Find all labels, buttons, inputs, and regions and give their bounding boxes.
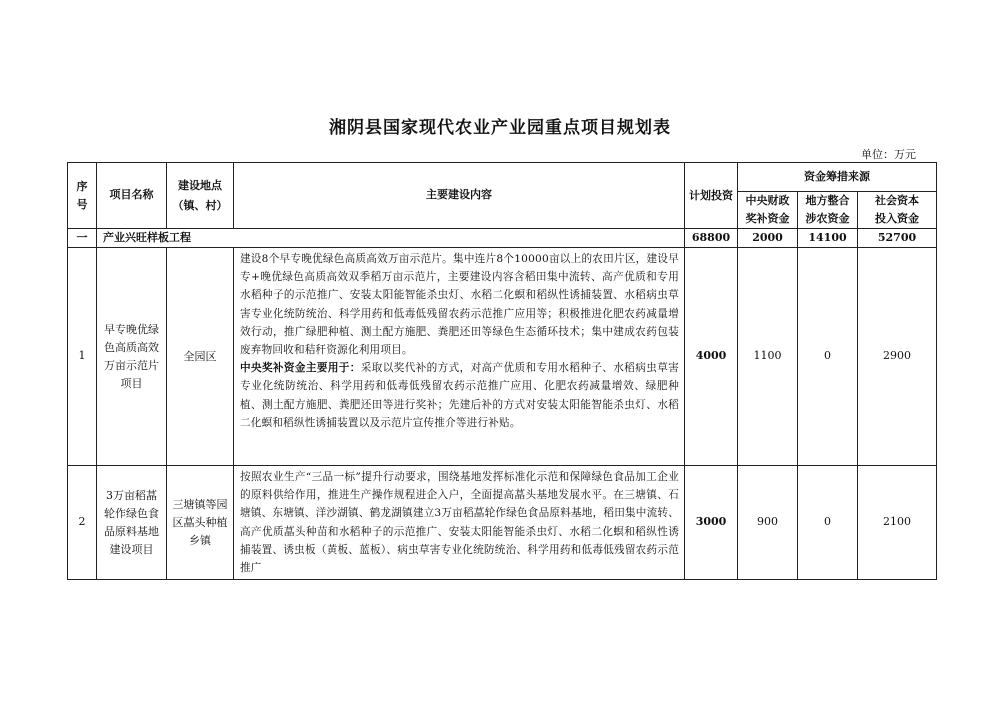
section-local: 14100 [798, 229, 858, 248]
header-location: 建设地点（镇、村） [167, 163, 234, 229]
row-social: 2100 [858, 466, 937, 580]
row-content-text: 建设8个早专晚优绿色高质高效万亩示范片。集中连片8个10000亩以上的农田片区，建设早专+晚优绿色高质高效双季稻万亩示范片，主要建设内容含稻田集中流转、高产优质和专用水稻种子的示范推广、安装太阳能智能杀虫灯、水稻二化螟和稻纵性诱捕装置、水稻病虫草害专业化统防统治、科学用药和低毒低残留农药示范推广应用等；积极推进化肥农药减量增效行动，推广绿肥种植、测土配方施肥、粪肥还田等绿色生态循环技术；集中建成农药包装废弃物回收和秸秆资源化利用项目。 [240, 253, 679, 357]
row-content-subsidy: 采取以奖代补的方式，对高产优质和专用水稻种子、水稻病虫草害专业化统防统治、科学用药和低毒低残留农药示范推广应用、化肥农药减量增效、绿肥种植、测土配方施肥、粪肥还田等进行奖补；先建后补的方式对安装太阳能智能杀虫灯、水稻二化螟和稻纵性诱捕装置以及示范片宣传推介等进行补贴。 [240, 362, 679, 429]
page-title: 湘阴县国家现代农业产业园重点项目规划表 [329, 118, 671, 138]
section-plan: 68800 [685, 229, 738, 248]
row-local: 0 [798, 466, 858, 580]
section-central: 2000 [738, 229, 798, 248]
table-row [68, 466, 937, 580]
project-table [67, 162, 937, 580]
row-central: 1100 [738, 248, 798, 466]
row-content [234, 248, 685, 466]
row-central: 900 [738, 466, 798, 580]
row-location: 三塘镇等园区蕌头种植乡镇 [167, 466, 234, 580]
row-local: 0 [798, 248, 858, 466]
row-content-lead: 中央奖补资金主要用于： [240, 362, 361, 375]
row-project-name: 3万亩稻蕌轮作绿色食品原料基地建设项目 [97, 466, 167, 580]
section-social: 52700 [858, 229, 937, 248]
table-row [68, 248, 937, 466]
header-social: 社会资本投入资金 [858, 192, 937, 229]
section-name: 产业兴旺样板工程 [97, 229, 685, 248]
row-location: 全园区 [167, 248, 234, 466]
row-social: 2900 [858, 248, 937, 466]
header-name: 项目名称 [97, 163, 167, 229]
header-seq: 序号 [68, 163, 97, 229]
row-project-name: 早专晚优绿色高质高效万亩示范片项目 [97, 248, 167, 466]
header-plan: 计划投资 [685, 163, 738, 229]
unit-label: 单位：万元 [861, 148, 916, 161]
section-seq: 一 [68, 229, 97, 248]
row-seq: 1 [68, 248, 97, 466]
header-funding: 资金筹措来源 [738, 163, 937, 192]
section-row [68, 229, 937, 248]
row-content: 按照农业生产“三品一标”提升行动要求，围绕基地发挥标准化示范和保障绿色食品加工企业的原料供给作用，推进生产操作规程进企入户，全面提高蕌头基地发展水平。在三塘镇、石塘镇、东塘镇、洋沙湖镇、鹤龙湖镇建立3万亩稻蕌轮作绿色食品原料基地，稻田集中流转、高产优质蕌头种苗和水稻种子的示范推广、安装太阳能智能杀虫灯、水稻二化螟和稻纵性诱捕装置、诱虫板（黄板、蓝板）、病虫草害专业化统防统治、科学用药和低毒低残留农药示范推广 [234, 466, 685, 580]
row-seq: 2 [68, 466, 97, 580]
header-content: 主要建设内容 [234, 163, 685, 229]
header-local: 地方整合涉农资金 [798, 192, 858, 229]
header-central: 中央财政奖补资金 [738, 192, 798, 229]
row-plan: 4000 [685, 248, 738, 466]
row-plan: 3000 [685, 466, 738, 580]
